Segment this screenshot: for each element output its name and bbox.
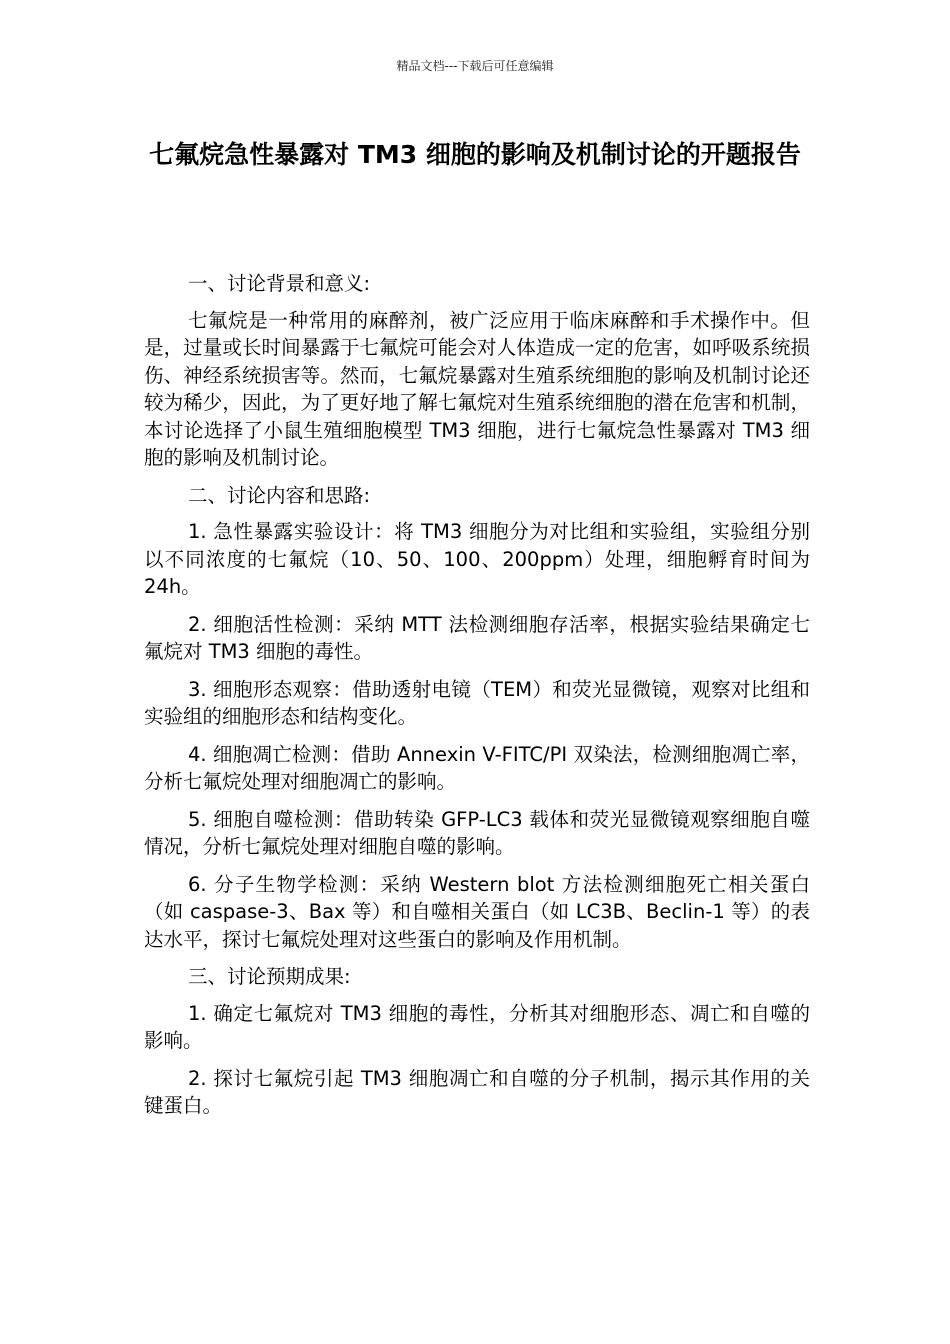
- page-header-watermark: 精品文档---下载后可任意编辑: [396, 59, 554, 73]
- list-item-molecular: 6. 分子生物学检测：采纳 Western blot 方法检测细胞死亡相关蛋白（如 caspase-3、Bax 等）和自噬相关蛋白（如 LC3B、Beclin-1 等）的表达水平，探讨七氟烷处理对这些蛋白的影响及作用机制。: [144, 872, 810, 951]
- document-title: 七氟烷急性暴露对 TM3 细胞的影响及机制讨论的开题报告: [149, 140, 801, 169]
- list-item-viability-test: 2. 细胞活性检测：采纳 MTT 法检测细胞存活率，根据实验结果确定七氟烷对 TM3 细胞的毒性。: [144, 612, 810, 663]
- document-body: [144, 270, 810, 1130]
- section-heading-outcomes: 三、讨论预期成果:: [188, 965, 351, 988]
- section-heading-background: 一、讨论背景和意义:: [188, 272, 371, 295]
- section-heading-content: 二、讨论内容和思路:: [188, 483, 371, 507]
- list-item-autophagy: 5. 细胞自噬检测：借助转染 GFP-LC3 载体和荧光显微镜观察细胞自噬情况，分析七氟烷处理对细胞自噬的影响。: [144, 807, 810, 858]
- paragraph-background: 七氟烷是一种常用的麻醉剂，被广泛应用于临床麻醉和手术操作中。但是，过量或长时间暴露于七氟烷可能会对人体造成一定的危害，如呼吸系统损伤、神经系统损害等。然而，七氟烷暴露对生殖系统细胞的影响及机制讨论还较为稀少，因此，为了更好地了解七氟烷对生殖系统细胞的潜在危害和机制，本讨论选择了小鼠生殖细胞模型 TM3 细胞，进行七氟烷急性暴露对 TM3 细胞的影响及机制讨论。: [144, 308, 810, 469]
- list-item-morphology: 3. 细胞形态观察：借助透射电镜（TEM）和荧光显微镜，观察对比组和实验组的细胞形态和结构变化。: [144, 677, 810, 728]
- list-item-outcome-2: 2. 探讨七氟烷引起 TM3 细胞凋亡和自噬的分子机制，揭示其作用的关键蛋白。: [144, 1066, 810, 1117]
- list-item-exposure-design: 1. 急性暴露实验设计：将 TM3 细胞分为对比组和实验组，实验组分别以不同浓度的七氟烷（10、50、100、200ppm）处理，细胞孵育时间为 24h。: [144, 520, 810, 598]
- list-item-apoptosis: 4. 细胞凋亡检测：借助 Annexin V-FITC/PI 双染法，检测细胞凋亡率，分析七氟烷处理对细胞凋亡的影响。: [144, 742, 810, 793]
- list-item-outcome-1: 1. 确定七氟烷对 TM3 细胞的毒性，分析其对细胞形态、凋亡和自噬的影响。: [144, 1001, 810, 1052]
